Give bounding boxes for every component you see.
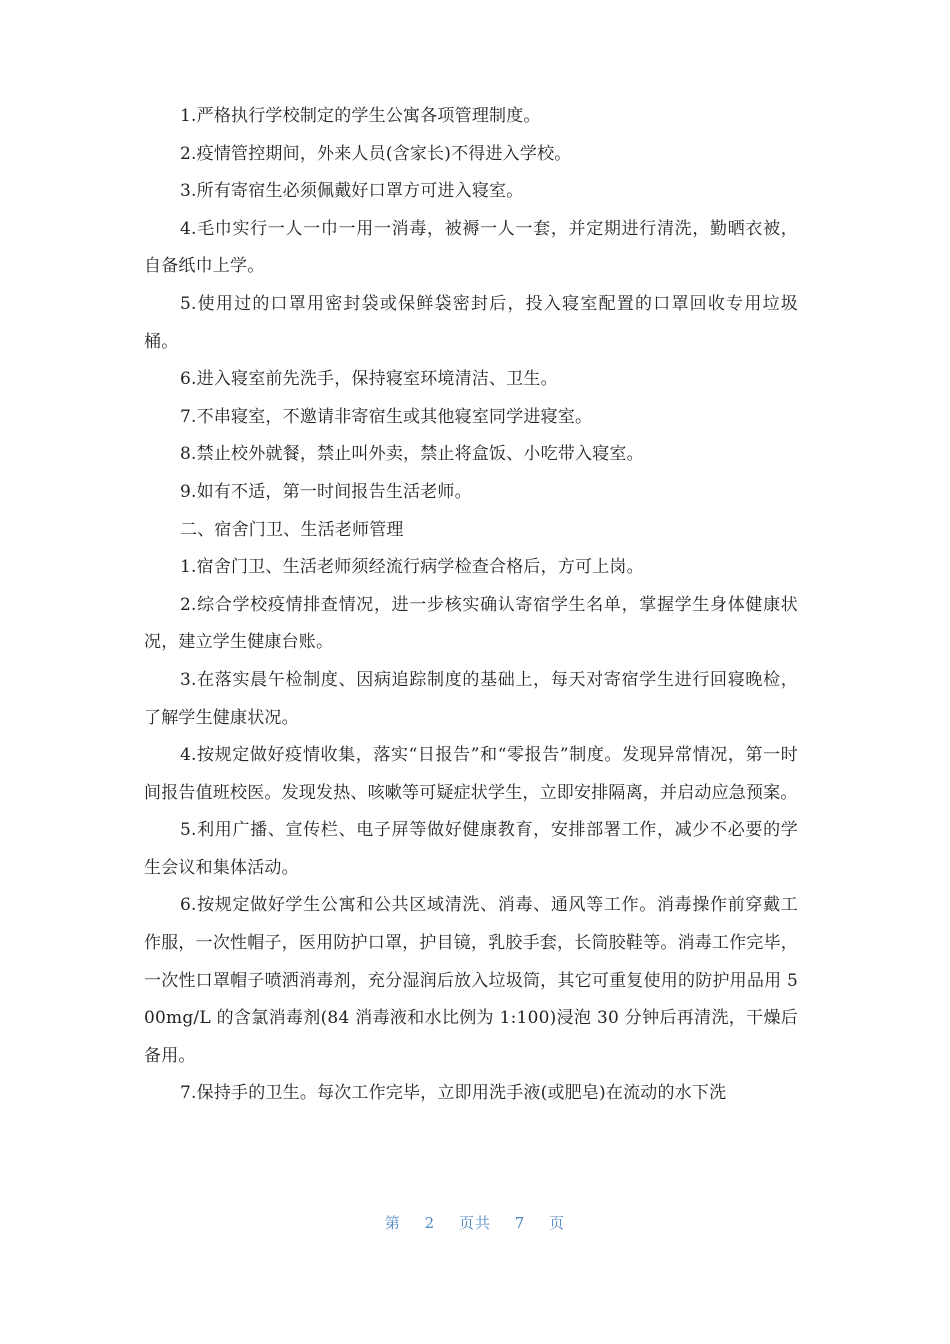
page-middle-text: 页共 [458,1214,491,1232]
paragraph-rule-3: 3.所有寄宿生必须佩戴好口罩方可进入寝室。 [180,181,524,202]
current-page-number: 2 [424,1214,436,1232]
total-pages-number: 7 [514,1214,526,1232]
page-suffix: 页 [549,1214,566,1232]
document-body [144,98,798,1113]
paragraph-rule-7: 7.不串寝室，不邀请非寄宿生或其他寝室同学进寝室。 [180,406,593,427]
page-number-footer [0,1212,950,1233]
section-heading: 二、宿舍门卫、生活老师管理 [180,519,404,540]
paragraph-rule-5: 5.使用过的口罩用密封袋或保鲜袋密封后，投入寝室配置的口罩回收专用垃圾桶。 [144,293,798,352]
paragraph-staff-4: 4.按规定做好疫情收集，落实“日报告”和“零报告”制度。发现异常情况，第一时间报告值班校医。发现发热、咳嗽等可疑症状学生，立即安排隔离，并启动应急预案。 [144,745,798,803]
page-prefix: 第 [384,1214,401,1232]
paragraph-staff-1: 1.宿舍门卫、生活老师须经流行病学检查合格后，方可上岗。 [180,557,644,578]
paragraph-rule-2: 2.疫情管控期间，外来人员(含家长)不得进入学校。 [180,143,572,164]
paragraph-rule-9: 9.如有不适，第一时间报告生活老师。 [180,481,472,502]
paragraph-rule-6: 6.进入寝室前先洗手，保持寝室环境清洁、卫生。 [180,369,558,390]
paragraph-rule-1: 1.严格执行学校制定的学生公寓各项管理制度。 [180,106,541,126]
paragraph-staff-5: 5.利用广播、宣传栏、电子屏等做好健康教育，安排部署工作，减少不必要的学生会议和集体活动。 [144,820,798,878]
paragraph-staff-3: 3.在落实晨午检制度、因病追踪制度的基础上，每天对寄宿学生进行回寝晚检，了解学生健康状况。 [144,669,798,728]
paragraph-rule-8: 8.禁止校外就餐，禁止叫外卖，禁止将盒饭、小吃带入寝室。 [180,444,644,465]
paragraph-staff-2: 2.综合学校疫情排查情况，进一步核实确认寄宿学生名单，掌握学生身体健康状况，建立学生健康台账。 [144,594,798,653]
paragraph-staff-6: 6.按规定做好学生公寓和公共区域清洗、消毒、通风等工作。消毒操作前穿戴工作服，一次性帽子，医用防护口罩，护目镜，乳胶手套，长筒胶鞋等。消毒工作完毕，一次性口罩帽子喷洒消毒剂，充分湿润后放入垃圾筒，其它可重复使用的防护用品用 500mg/L 的含氯消毒剂(84 消毒液和水比例为 1:100)浸泡 30 分钟后再清洗，干燥后备用。 [144,895,798,1066]
paragraph-staff-7: 7.保持手的卫生。每次工作完毕，立即用洗手液(或肥皂)在流动的水下洗 [180,1083,727,1104]
paragraph-rule-4: 4.毛巾实行一人一巾一用一消毒，被褥一人一套，并定期进行清洗，勤晒衣被，自备纸巾上学。 [144,218,798,277]
